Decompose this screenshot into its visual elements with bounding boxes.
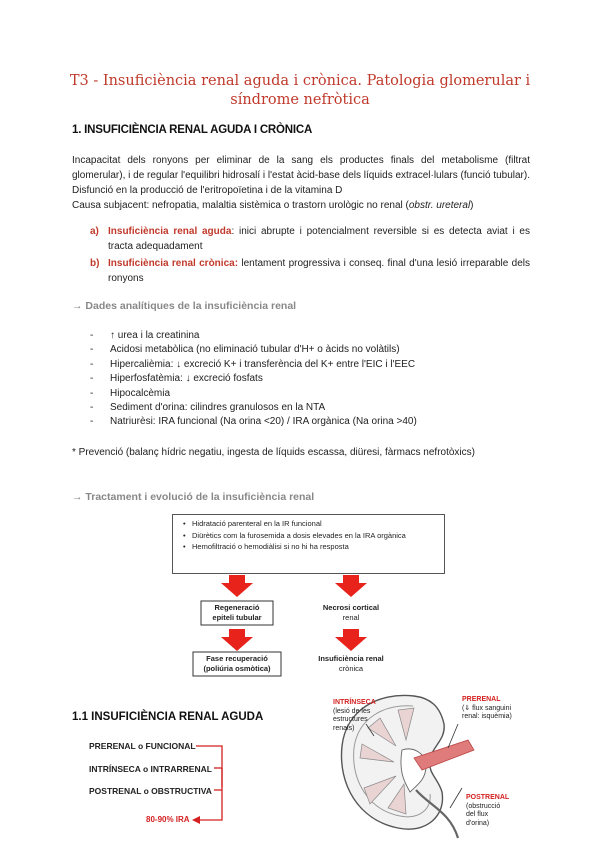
section-heading-1: 1. INSUFICIÈNCIA RENAL AGUDA I CRÒNICA (72, 124, 313, 136)
type-postrenal: POSTRENAL o OBSTRUCTIVA (89, 786, 212, 796)
analytics-heading: → Dades analítiques de la insuficiència renal (72, 300, 297, 312)
item-a-text: : inici abrupte i potencialment reversible si es detecta aviat i es tracta adequadament (108, 226, 530, 252)
treatment-heading: → Tractament i evolució de la insuficiència renal (72, 491, 315, 503)
item-b-text: lentament progressiva i conseq. final d'una lesió irreparable dels ronyons (108, 258, 530, 284)
node-recovery: Fase recuperació (poliúria osmòtica) (203, 654, 271, 673)
node-chronic-failure: Insuficiència renal crònica (318, 654, 384, 673)
item-b-marker: b) (90, 258, 100, 269)
list-item: - Sediment d'orina: cilindres granulosos en la NTA (90, 402, 326, 414)
title-line-1: T3 - Insuficiència renal aguda i crònica. Patologia glomerular i (69, 73, 531, 89)
node-cortical-necrosis: Necrosi cortical renal (322, 603, 380, 622)
type-intrinsic: INTRÍNSECA o INTRARRENAL (89, 764, 212, 774)
item-a-keyword: Insuficiència renal aguda (108, 226, 232, 237)
prevention-note: * Prevenció (balanç hídric negatiu, ingesta de líquids escassa, diüresi, fàrmacs nefrotòxics) (72, 447, 475, 458)
label-intrinsic: INTRÍNSECA (lesió de les estructures renals) (333, 699, 376, 732)
title-line-2: síndrome nefròtica (230, 92, 370, 108)
item-b-keyword: Insuficiència renal crònica: (108, 258, 239, 269)
bracket-tail (198, 768, 222, 820)
label-postrenal: POSTRENAL (obstrucció del flux d'orina) (466, 794, 510, 827)
list-item: - ↑ urea i la creatinina (90, 330, 200, 341)
ira-percentage: 80-90% IRA (146, 815, 190, 824)
treatment-item: • Hemofiltració o hemodiàlisi si no hi ha resposta (183, 541, 438, 553)
cause-suffix: ) (470, 200, 474, 211)
list-item: - Natriurèsi: IRA funcional (Na orina <20) / IRA orgànica (Na orina >40) (90, 416, 417, 428)
treatment-item: • Hidratació parenteral en la IR funcional (183, 518, 438, 530)
treatment-item: • Diürètics com la furosemida a dosis elevades en la IRA orgànica (183, 530, 422, 542)
list-item: - Hipercalièmia: ↓ excreció K+ i transferència del K+ entre l'EIC i l'EEC (90, 358, 416, 370)
type-prerenal: PRERENAL o FUNCIONAL (89, 741, 196, 751)
bracket-arrowhead (192, 816, 200, 824)
list-item: - Acidosi metabòlica (no eliminació tubular d'H+ o àcids no volàtils) (90, 344, 400, 356)
pointer-line (450, 788, 462, 808)
definition-text: Incapacitat dels ronyons per eliminar de la sang els productes finals del metabolisme (filtrat glomerular), i de regular l'equilibri hidrosalí i l'estat àcid-base dels líquids extracel·lulars (funció tubular). Disfunció en la producció de l'eritropoïetina i de la vitamina D (72, 155, 530, 196)
list-item: - Hiperfosfatèmia: ↓ excreció fosfats (90, 373, 263, 385)
node-regeneration: Regeneració epiteli tubular (212, 603, 262, 622)
list-item: - Hipocalcèmia (90, 387, 171, 399)
cause-italic: obstr. ureteral (408, 200, 471, 211)
bracket-line (196, 746, 222, 787)
section-heading-1-1: 1.1 INSUFICIÈNCIA RENAL AGUDA (72, 711, 264, 723)
cause-prefix: Causa subjacent: nefropatia, malaltia sistèmica o trastorn urològic no renal ( (72, 200, 409, 211)
item-a-marker: a) (90, 226, 99, 237)
label-prerenal: PRERENAL (⇓ flux sanguini renal: isquèmia) (462, 696, 512, 720)
